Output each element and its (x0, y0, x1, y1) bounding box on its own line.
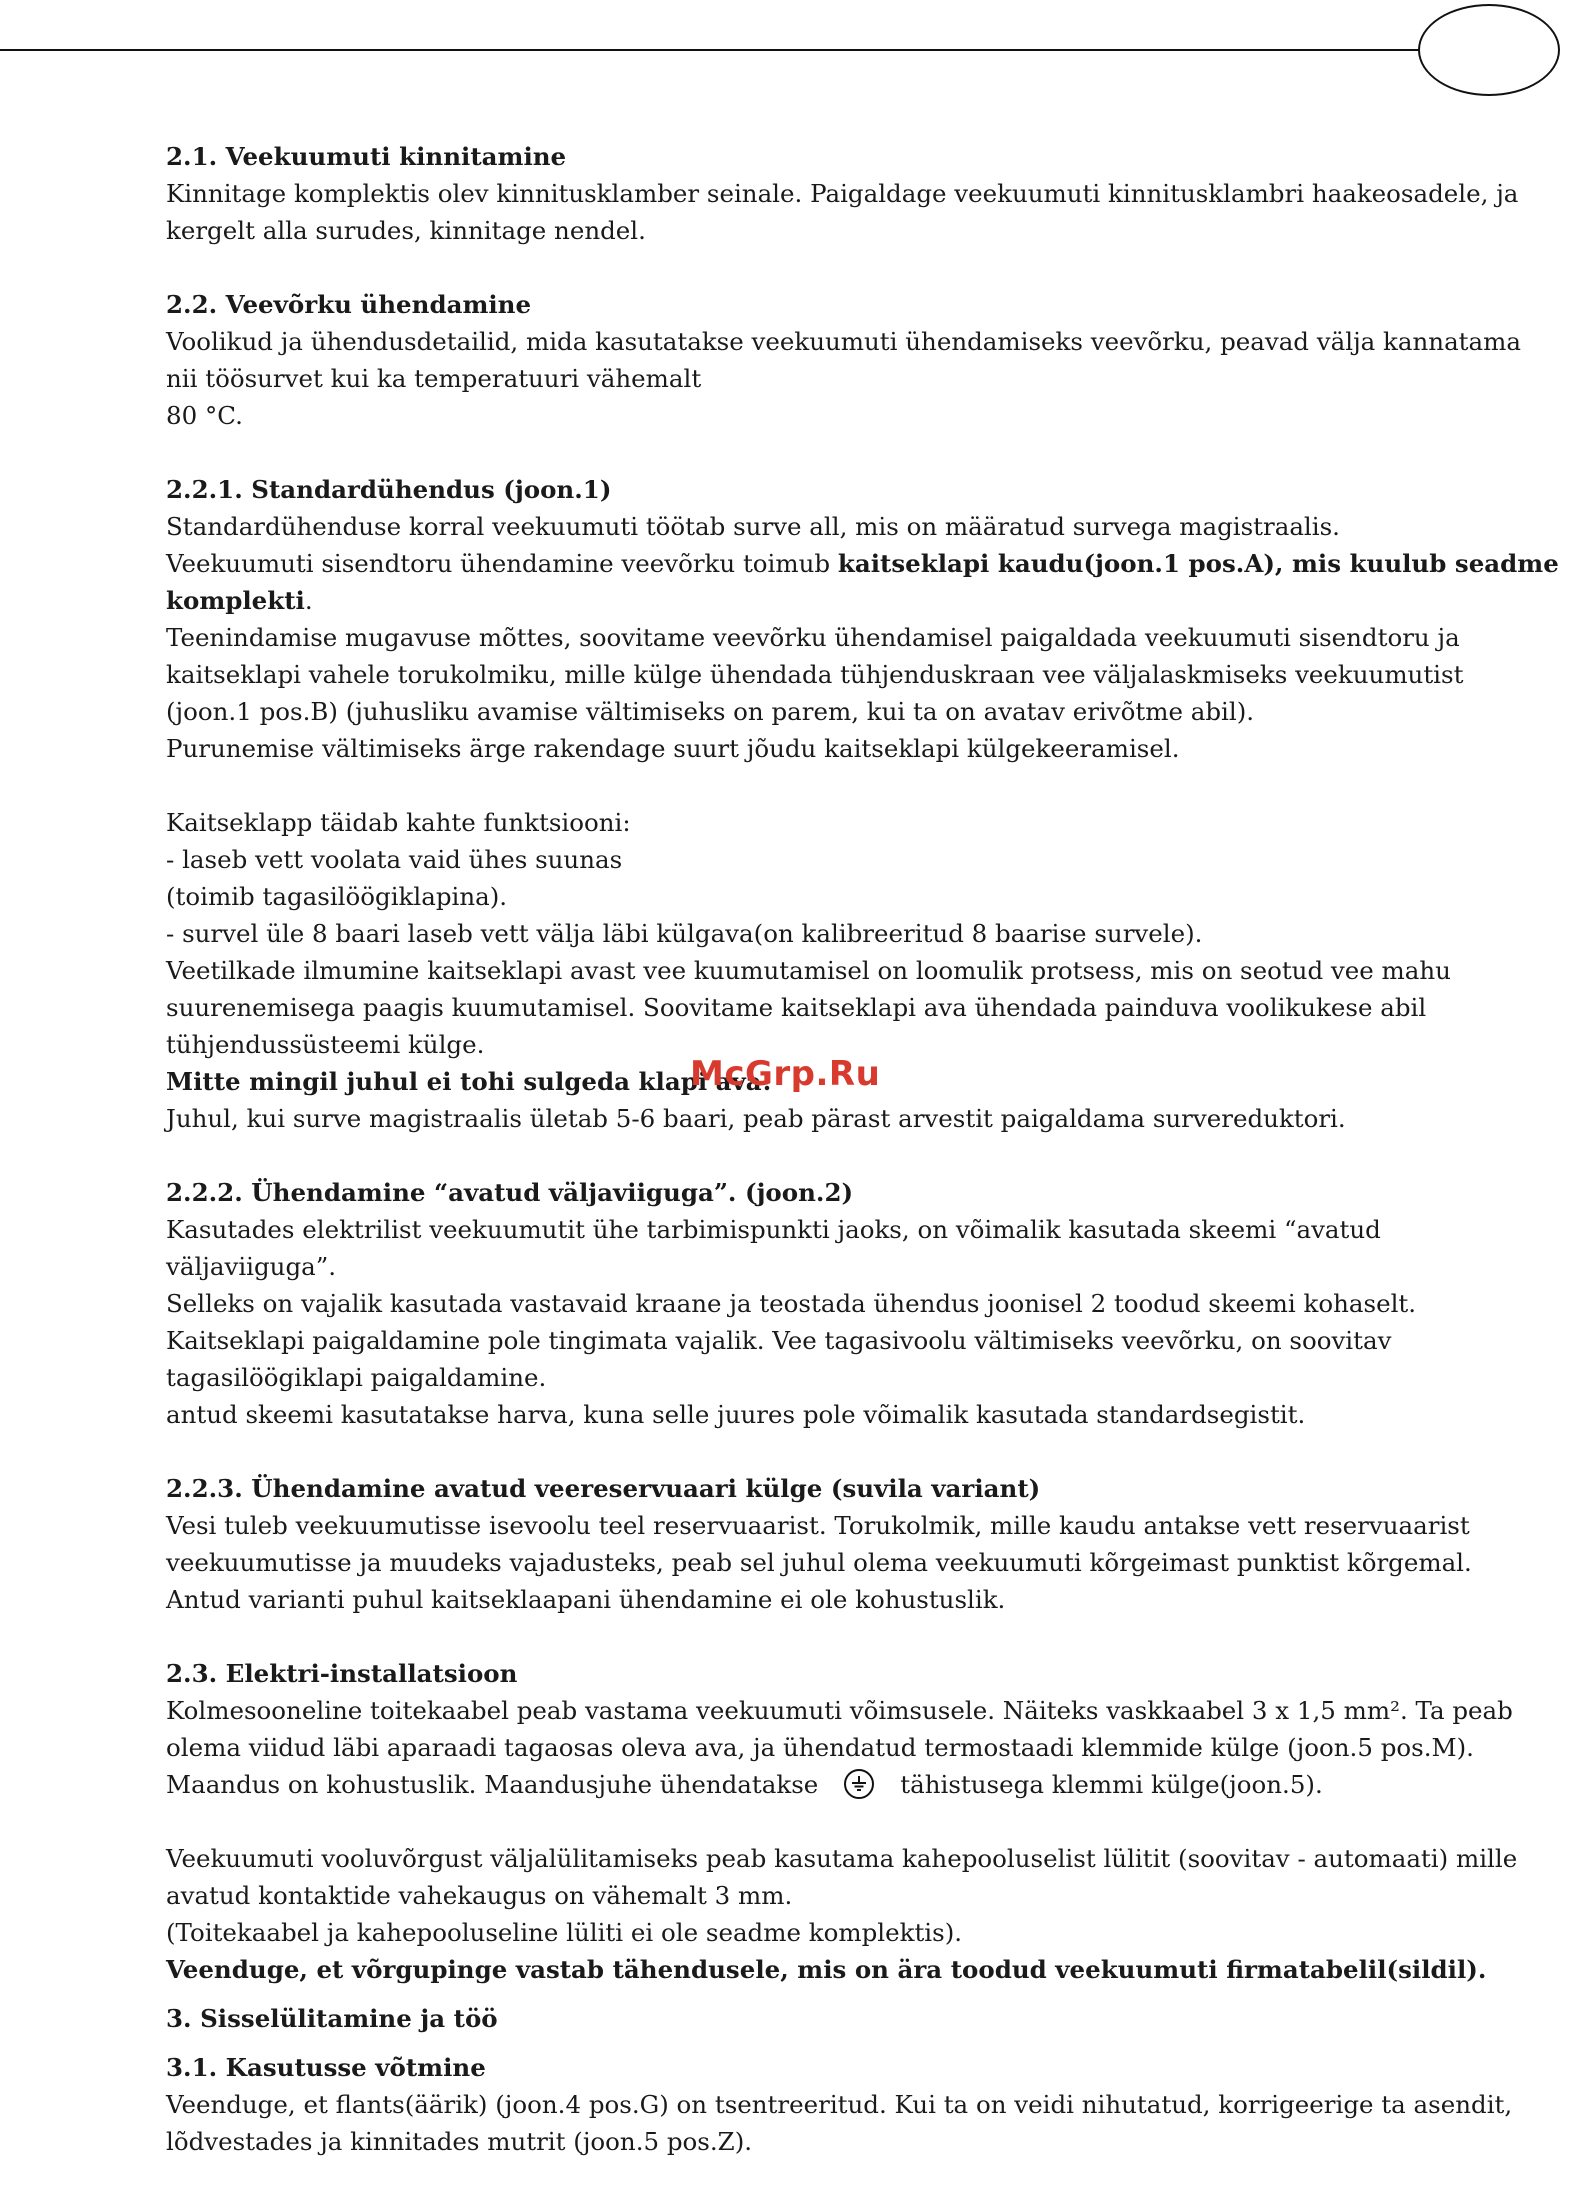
paragraph-line: olema viidud läbi aparaadi tagaosas oleva ava, ja ühendatud termostaadi klemmide külge (joon.5 pos.M). (166, 1733, 1474, 1762)
section-2-2-3 (166, 1470, 1546, 1618)
paragraph-line: - laseb vett voolata vaid ühes suunas (166, 845, 623, 874)
paragraph-line: avatud kontaktide vahekaugus on vähemalt 3 mm. (166, 1881, 793, 1910)
section-title: 2.2.2. Ühendamine “avatud väljaviiguga”. (joon.2) (166, 1178, 854, 1207)
paragraph-line: Selleks on vajalik kasutada vastavaid kraane ja teostada ühendus joonisel 2 toodud skeemi kohaselt. (166, 1289, 1417, 1318)
paragraph-line: antud skeemi kasutatakse harva, kuna selle juures pole võimalik kasutada standardsegistit. (166, 1400, 1306, 1429)
page-number-oval (1418, 4, 1560, 96)
text-normal: Maandus on kohustuslik. Maandusjuhe ühendatakse (166, 1770, 819, 1799)
paragraph-line: Veenduge, et flants(äärik) (joon.4 pos.G) on tsentreeritud. Kui ta on veidi nihutatud, korrigeerige ta asendit, (166, 2090, 1513, 2119)
section-2-2 (166, 286, 1546, 434)
paragraph-line (166, 545, 1559, 582)
paragraph-line (166, 582, 1546, 619)
paragraph-line: väljaviiguga”. (166, 1252, 337, 1281)
paragraph-line: nii töösurvet kui ka temperatuuri vähemalt (166, 364, 702, 393)
paragraph-line: Veekuumuti vooluvõrgust väljalülitamiseks peab kasutama kahepooluselist lülitit (soovitav - automaati) mille (166, 1844, 1518, 1873)
paragraph-line: (toimib tagasilöögiklapina). (166, 882, 508, 911)
section-title: 2.2.1. Standardühendus (joon.1) (166, 475, 612, 504)
section-title: 2.2. Veevõrku ühendamine (166, 290, 532, 319)
paragraph-line: (Toitekaabel ja kahepooluseline lüliti ei ole seadme komplektis). (166, 1918, 963, 1947)
section-2-2-2 (166, 1174, 1546, 1433)
paragraph-line: Teenindamise mugavuse mõttes, soovitame veevõrku ühendamisel paigaldada veekuumuti sisendtoru ja (166, 623, 1460, 652)
paragraph-line: (joon.1 pos.B) (juhusliku avamise vältimiseks on parem, kui ta on avatav erivõtme abil). (166, 697, 1255, 726)
section-title: 2.3. Elektri-installatsioon (166, 1659, 518, 1688)
paragraph-line: 80 °C. (166, 401, 243, 430)
watermark: McGrp.Ru (690, 1054, 881, 1094)
header-rule (0, 49, 1420, 51)
paragraph-line: Voolikud ja ühendusdetailid, mida kasutatakse veekuumuti ühendamiseks veevõrku, peavad välja kannatama (166, 327, 1521, 356)
paragraph-line: Vesi tuleb veekuumutisse isevoolu teel reservuaarist. Torukolmik, mille kaudu antakse vett reservuaarist (166, 1511, 1470, 1540)
paragraph-line: Veetilkade ilmumine kaitseklapi avast vee kuumutamisel on loomulik protsess, mis on seotud vee mahu (166, 956, 1451, 985)
paragraph-line: Antud varianti puhul kaitseklaapani ühendamine ei ole kohustuslik. (166, 1585, 1006, 1614)
warning-line: Mitte mingil juhul ei tohi sulgeda klapi ava! (166, 1067, 773, 1096)
document-body (166, 138, 1559, 2197)
text-bold: komplekti (166, 586, 305, 615)
paragraph-line: kaitseklapi vahele torukolmiku, mille külge ühendada tühjenduskraan vee väljalaskmiseks veekuumutist (166, 660, 1464, 689)
section-title: 2.2.3. Ühendamine avatud veereservuaari külge (suvila variant) (166, 1474, 1041, 1503)
paragraph-line: tühjendussüsteemi külge. (166, 1030, 485, 1059)
paragraph-line: Kinnitage komplektis olev kinnitusklamber seinale. Paigaldage veekuumuti kinnitusklambri haakeosadele, ja (166, 179, 1519, 208)
section-3 (166, 2000, 1546, 2037)
section-2-1 (166, 138, 1546, 249)
paragraph-line: Kaitseklapp täidab kahte funktsiooni: (166, 808, 631, 837)
paragraph-line: Purunemise vältimiseks ärge rakendage suurt jõudu kaitseklapi külgekeeramisel. (166, 734, 1180, 763)
text-normal: Veekuumuti sisendtoru ühendamine veevõrku toimub (166, 549, 838, 578)
paragraph-line: Standardühenduse korral veekuumuti töötab surve all, mis on määratud survega magistraalis. (166, 512, 1340, 541)
text-bold: kaitseklapi kaudu(joon.1 pos.A), mis kuulub seadme (837, 549, 1559, 578)
text-normal: tähistusega klemmi külge(joon.5). (900, 1770, 1323, 1799)
paragraph-line: Juhul, kui surve magistraalis ületab 5-6 baari, peab pärast arvestit paigaldama survereduktori. (166, 1104, 1346, 1133)
switch-paragraph (166, 1840, 1546, 1988)
paragraph-line: suurenemisega paagis kuumutamisel. Soovitame kaitseklapi ava ühendada painduva voolikukese abil (166, 993, 1427, 1022)
paragraph-line: Kaitseklapi paigaldamine pole tingimata vajalik. Vee tagasivoolu vältimiseks veevõrku, on soovitav (166, 1326, 1392, 1355)
section-2-3 (166, 1655, 1546, 1803)
paragraph-line: lõdvestades ja kinnitades mutrit (joon.5 pos.Z). (166, 2127, 753, 2156)
paragraph-line: Kasutades elektrilist veekuumutit ühe tarbimispunkti jaoks, on võimalik kasutada skeemi “avatud (166, 1215, 1381, 1244)
ground-symbol-icon (844, 1769, 874, 1799)
paragraph-line: veekuumutisse ja muudeks vajadusteks, peab sel juhul olema veekuumuti kõrgeimast punktist kõrgemal. (166, 1548, 1472, 1577)
section-title: 3. Sisselülitamine ja töö (166, 2004, 498, 2033)
paragraph-line: tagasilöögiklapi paigaldamine. (166, 1363, 547, 1392)
section-2-2-1 (166, 471, 1559, 767)
section-title: 3.1. Kasutusse võtmine (166, 2053, 486, 2082)
paragraph-line (166, 1766, 1546, 1803)
paragraph-line: Kolmesooneline toitekaabel peab vastama veekuumuti võimsusele. Näiteks vaskkaabel 3 x 1,5 mm². Ta peab (166, 1696, 1513, 1725)
paragraph-line: - survel üle 8 baari laseb vett välja läbi külgava(on kalibreeritud 8 baarise survele). (166, 919, 1203, 948)
voltage-note: Veenduge, et võrgupinge vastab tähendusele, mis on ära toodud veekuumuti firmatabelil(sildil). (166, 1955, 1487, 1984)
section-title: 2.1. Veekuumuti kinnitamine (166, 142, 567, 171)
section-3-1 (166, 2049, 1546, 2160)
paragraph-line: kergelt alla surudes, kinnitage nendel. (166, 216, 646, 245)
text-normal: . (304, 586, 313, 615)
